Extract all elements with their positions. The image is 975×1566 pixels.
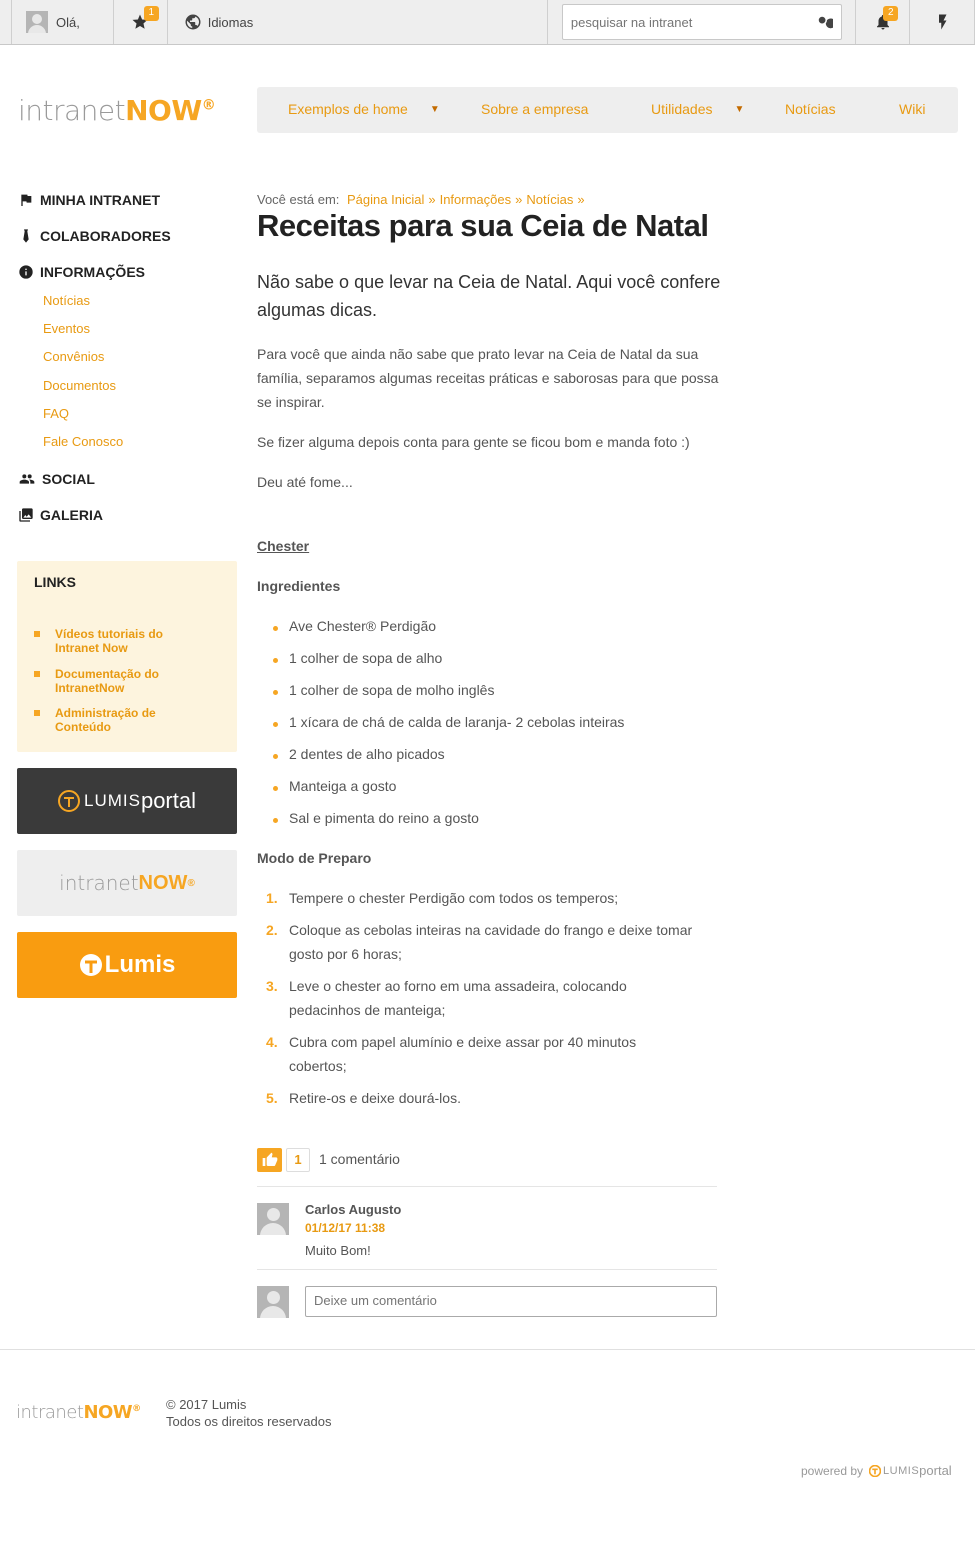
ingredient-item: 1 xícara de chá de calda de laranja- 2 cebolas inteiras <box>289 714 625 730</box>
like-button[interactable] <box>257 1148 282 1172</box>
languages-button[interactable] <box>167 0 547 44</box>
section-label: COLABORADORES <box>40 228 171 244</box>
greeting: Olá, <box>56 14 80 30</box>
breadcrumb-prefix: Você está em: <box>257 192 340 207</box>
article-lead: Não sabe o que levar na Ceia de Natal. Aqui você confere algumas dicas. <box>257 272 721 320</box>
ingredient-item: 2 dentes de alho picados <box>289 746 445 762</box>
nav-label: Sobre a empresa <box>481 101 589 117</box>
site-logo[interactable] <box>18 94 215 127</box>
breadcrumb-separator: » <box>428 192 436 207</box>
link-administracao-conteudo[interactable] <box>55 706 225 734</box>
link-line: Conteúdo <box>55 720 111 734</box>
banner-lumis[interactable] <box>17 932 237 998</box>
step-item <box>266 886 729 910</box>
nav-item-sobre-a-empresa[interactable] <box>481 101 588 117</box>
footer-logo[interactable] <box>16 1402 141 1423</box>
tie-icon <box>18 228 34 244</box>
sidebar-subitem-convenios[interactable]: Convênios <box>43 349 105 364</box>
ingredient-item: 1 colher de sopa de molho inglês <box>289 682 495 698</box>
banner-text-bold: NOW <box>138 871 188 894</box>
lumis-logo-icon <box>869 1465 881 1477</box>
article-paragraph: Deu até fome... <box>257 474 353 490</box>
favorites-button[interactable] <box>113 0 167 44</box>
sidebar-item-colaboradores[interactable] <box>18 228 171 244</box>
powered-by-label: powered by <box>801 1463 864 1478</box>
step-number: 3. <box>266 978 278 994</box>
divider <box>257 1186 717 1187</box>
footer-copyright <box>166 1396 331 1430</box>
logo-text-bold: NOW <box>83 1402 133 1423</box>
nav-label: Utilidades <box>651 101 713 117</box>
links-title: LINKS <box>34 574 76 590</box>
powered-by[interactable] <box>801 1463 952 1478</box>
step-text: Retire-os e deixe dourá-los. <box>289 1090 461 1106</box>
ingredients-title: Ingredientes <box>257 578 341 594</box>
step-text: Cubra com papel alumínio e deixe assar por 40 minutos cobertos; <box>289 1034 637 1074</box>
avatar <box>257 1203 289 1235</box>
sidebar-subitem-eventos[interactable]: Eventos <box>43 321 90 336</box>
step-number: 2. <box>266 922 278 938</box>
step-text: Leve o chester ao forno em uma assadeira, colocando pedacinhos de manteiga; <box>289 978 627 1018</box>
step-number: 1. <box>266 890 278 906</box>
lumis-logo-icon <box>79 953 103 977</box>
logo-text-light: intranet <box>18 94 126 127</box>
section-label: INFORMAÇÕES <box>40 264 145 280</box>
banner-text: Lumis <box>104 951 176 978</box>
rights-text: Todos os direitos reservados <box>166 1414 332 1429</box>
recipe-title: Chester <box>257 538 310 554</box>
notifications-button[interactable] <box>855 0 909 44</box>
link-line: IntranetNow <box>55 681 125 695</box>
page-title: Receitas para sua Ceia de Natal <box>257 208 709 243</box>
sidebar-item-social[interactable] <box>18 471 95 487</box>
sidebar-item-galeria[interactable] <box>18 507 103 523</box>
logo-mark: ® <box>201 97 216 114</box>
article-paragraph: Se fizer alguma depois conta para gente se ficou bom e manda foto :) <box>257 434 690 450</box>
powered-brand-rest: portal <box>919 1463 952 1478</box>
logo-mark: ® <box>187 877 195 889</box>
powered-brand-light: LUMIS <box>883 1464 920 1477</box>
sidebar-item-informacoes[interactable] <box>18 264 145 280</box>
gallery-icon <box>18 507 34 523</box>
section-label: GALERIA <box>40 507 103 523</box>
banner-lumisportal[interactable] <box>17 768 237 834</box>
comment-date: 01/12/17 11:38 <box>305 1221 386 1235</box>
link-line: Administração de <box>55 706 156 720</box>
step-number: 5. <box>266 1090 278 1106</box>
like-count: 1 <box>286 1148 310 1172</box>
chevron-down-icon: ▼ <box>429 103 440 115</box>
sidebar-item-minha-intranet[interactable] <box>18 192 160 208</box>
breadcrumb-link[interactable]: Notícias <box>526 192 574 207</box>
ingredient-item: Manteiga a gosto <box>289 778 397 794</box>
nav-label: Notícias <box>785 101 836 117</box>
footer-divider <box>0 1349 975 1350</box>
nav-item-noticias[interactable] <box>785 101 836 117</box>
sidebar-subitem-noticias[interactable]: Notícias <box>43 293 90 308</box>
search-area <box>547 0 855 44</box>
search-icon[interactable] <box>815 13 833 31</box>
chevron-down-icon: ▼ <box>734 103 745 115</box>
nav-item-utilidades[interactable] <box>651 101 744 117</box>
breadcrumb-separator: » <box>515 192 523 207</box>
step-text: Tempere o chester Perdigão com todos os temperos; <box>289 890 619 906</box>
copyright-text: © 2017 Lumis <box>166 1397 247 1412</box>
top-bar <box>0 0 975 45</box>
nav-item-wiki[interactable] <box>899 101 925 117</box>
globe-icon <box>184 13 202 31</box>
thumbs-up-icon <box>262 1152 278 1168</box>
logo-mark: ® <box>132 1404 141 1414</box>
comment-author[interactable]: Carlos Augusto <box>305 1202 402 1217</box>
link-videos-tutoriais[interactable] <box>55 627 225 655</box>
banner-text-light: LUMIS <box>83 791 141 810</box>
user-menu[interactable] <box>11 0 113 44</box>
comment-text: Muito Bom! <box>305 1243 371 1258</box>
ingredient-item: Sal e pimenta do reino a gosto <box>289 810 479 826</box>
search-box <box>562 4 842 40</box>
breadcrumb-link[interactable]: Informações <box>439 192 512 207</box>
search-input[interactable] <box>571 15 815 30</box>
step-item <box>266 1086 729 1110</box>
banner-text-rest: portal <box>140 788 196 813</box>
nav-label: Wiki <box>899 101 926 117</box>
main-nav <box>257 87 958 133</box>
info-icon <box>18 264 34 280</box>
nav-label: Exemplos de home <box>288 101 408 117</box>
avatar <box>257 1286 289 1318</box>
divider <box>257 1269 717 1270</box>
flash-icon <box>935 13 949 31</box>
logo-text-bold: NOW <box>125 94 202 127</box>
sidebar-subitem-faq[interactable]: FAQ <box>43 406 70 421</box>
favorites-badge: 1 <box>144 6 159 21</box>
flag-icon <box>18 192 34 208</box>
banner-intranetnow[interactable] <box>17 850 237 916</box>
ingredient-item: Ave Chester® Perdigão <box>289 618 437 634</box>
step-number: 4. <box>266 1034 278 1050</box>
breadcrumb-separator: » <box>577 192 585 207</box>
link-line: Vídeos tutoriais do <box>55 627 164 641</box>
section-label: SOCIAL <box>42 471 95 487</box>
links-box <box>17 561 237 752</box>
languages-label: Idiomas <box>207 14 254 30</box>
link-line: Documentação do <box>55 667 160 681</box>
notifications-badge: 2 <box>883 6 898 21</box>
banner-text-light: intranet <box>59 871 139 895</box>
step-text: Coloque as cebolas inteiras na cavidade do frango e deixe tomar gosto por 6 horas; <box>289 922 693 962</box>
lumis-logo-icon <box>58 790 80 812</box>
breadcrumb <box>257 192 589 207</box>
sidebar-subitem-documentos[interactable]: Documentos <box>43 378 116 393</box>
method-title: Modo de Preparo <box>257 850 372 866</box>
nav-item-exemplos-de-home[interactable] <box>288 101 440 117</box>
breadcrumb-link[interactable]: Página Inicial <box>347 192 425 207</box>
step-item <box>266 918 719 966</box>
section-label: MINHA INTRANET <box>40 192 161 208</box>
link-line: Intranet Now <box>55 641 128 655</box>
link-documentacao[interactable] <box>55 667 225 695</box>
step-item <box>266 1030 679 1078</box>
user-avatar <box>26 11 48 33</box>
step-item <box>266 974 669 1022</box>
comment-input[interactable] <box>305 1286 717 1317</box>
article-paragraph: Para você que ainda não sabe que prato levar na Ceia de Natal da sua família, separamos algumas receitas práticas e saborosas para que possa se inspirar. <box>257 346 719 410</box>
sidebar-subitem-fale-conosco[interactable]: Fale Conosco <box>43 434 124 449</box>
logo-text-light: intranet <box>16 1402 84 1423</box>
ingredient-item: 1 colher de sopa de alho <box>289 650 443 666</box>
comment-count: 1 comentário <box>319 1151 400 1167</box>
quick-actions-button[interactable] <box>909 0 975 44</box>
people-icon <box>18 471 36 487</box>
